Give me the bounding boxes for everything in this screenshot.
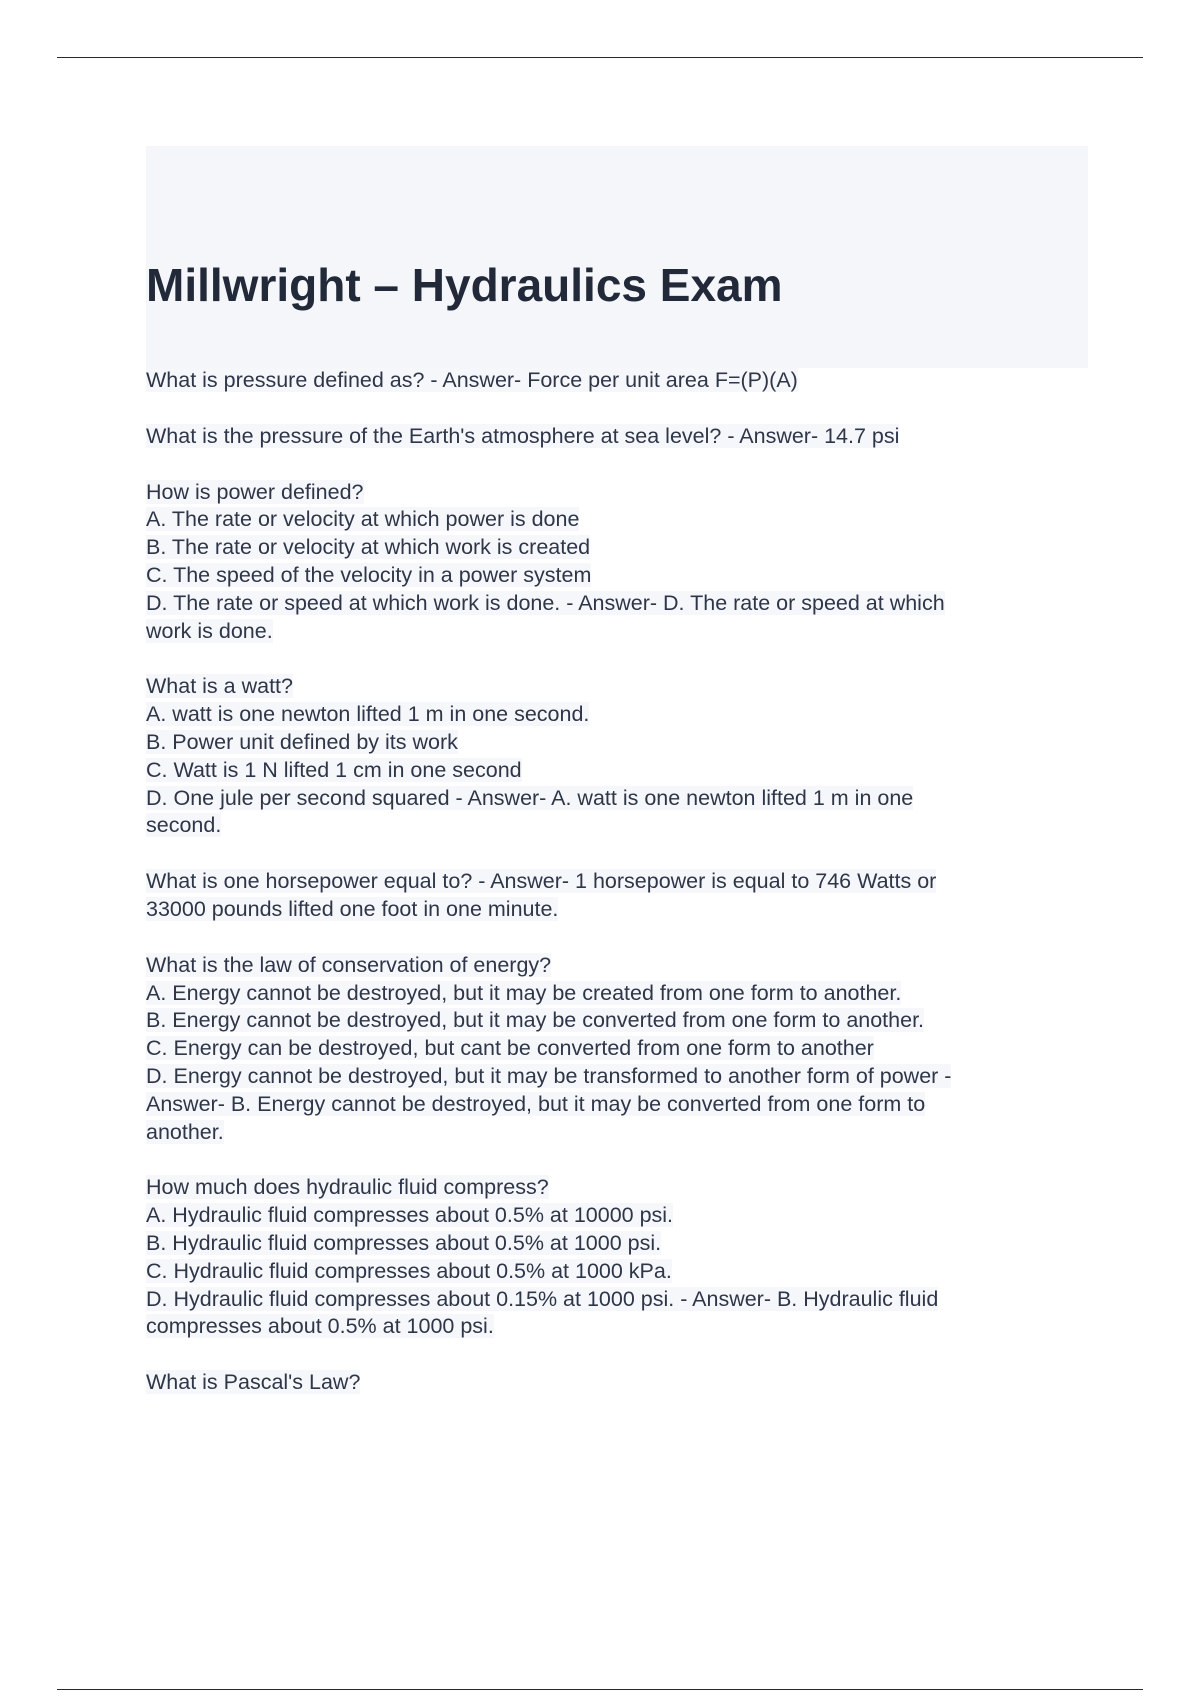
text-line: another. [146, 1119, 224, 1144]
text-line: What is Pascal's Law? [146, 1370, 361, 1395]
question-block [146, 367, 1066, 395]
text-line: Answer- B. Energy cannot be destroyed, but it may be converted from one form to [146, 1091, 926, 1116]
text-line: 33000 pounds lifted one foot in one minute. [146, 896, 559, 921]
text-line: What is a watt? [146, 674, 293, 699]
question-block [146, 1174, 1066, 1341]
text-line: C. The speed of the velocity in a power system [146, 562, 592, 587]
text-line: B. Hydraulic fluid compresses about 0.5% at 1000 psi. [146, 1230, 662, 1255]
text-line: C. Energy can be destroyed, but cant be converted from one form to another [146, 1036, 874, 1061]
document-title: Millwright – Hydraulics Exam [146, 259, 783, 311]
text-line: C. Hydraulic fluid compresses about 0.5% at 1000 kPa. [146, 1258, 672, 1283]
text-line: second. [146, 813, 222, 838]
text-line: B. The rate or velocity at which work is created [146, 535, 591, 560]
question-block [146, 1369, 1066, 1397]
text-line: What is pressure defined as? - Answer- Force per unit area F=(P)(A) [146, 368, 798, 392]
text-line: D. Hydraulic fluid compresses about 0.15% at 1000 psi. - Answer- B. Hydraulic fluid [146, 1286, 939, 1311]
text-line: D. The rate or speed at which work is done. - Answer- D. The rate or speed at which [146, 590, 945, 615]
top-rule [57, 57, 1143, 58]
text-line: compresses about 0.5% at 1000 psi. [146, 1314, 494, 1339]
question-block [146, 868, 1066, 924]
text-line: How is power defined? [146, 479, 364, 504]
text-line: D. One jule per second squared - Answer- A. watt is one newton lifted 1 m in one [146, 785, 914, 810]
text-line: A. Hydraulic fluid compresses about 0.5% at 10000 psi. [146, 1203, 674, 1228]
bottom-rule [57, 1689, 1143, 1690]
text-line: A. Energy cannot be destroyed, but it may be created from one form to another. [146, 980, 902, 1005]
text-line: How much does hydraulic fluid compress? [146, 1175, 549, 1200]
text-line: work is done. [146, 618, 273, 643]
text-line: A. The rate or velocity at which power is done [146, 507, 580, 532]
question-block [146, 423, 1066, 451]
text-line: B. Power unit defined by its work [146, 729, 458, 754]
text-line: B. Energy cannot be destroyed, but it may be converted from one form to another. [146, 1008, 925, 1033]
text-line: C. Watt is 1 N lifted 1 cm in one second [146, 757, 522, 782]
text-line: What is one horsepower equal to? - Answer- 1 horsepower is equal to 746 Watts or [146, 869, 937, 894]
question-block [146, 479, 1066, 646]
text-line: A. watt is one newton lifted 1 m in one second. [146, 702, 590, 727]
text-line: What is the law of conservation of energy? [146, 952, 552, 977]
question-list [146, 367, 1066, 1425]
text-line: What is the pressure of the Earth's atmosphere at sea level? - Answer- 14.7 psi [146, 423, 900, 448]
text-line: D. Energy cannot be destroyed, but it may be transformed to another form of power - [146, 1063, 952, 1088]
question-block [146, 673, 1066, 840]
question-block [146, 952, 1066, 1147]
